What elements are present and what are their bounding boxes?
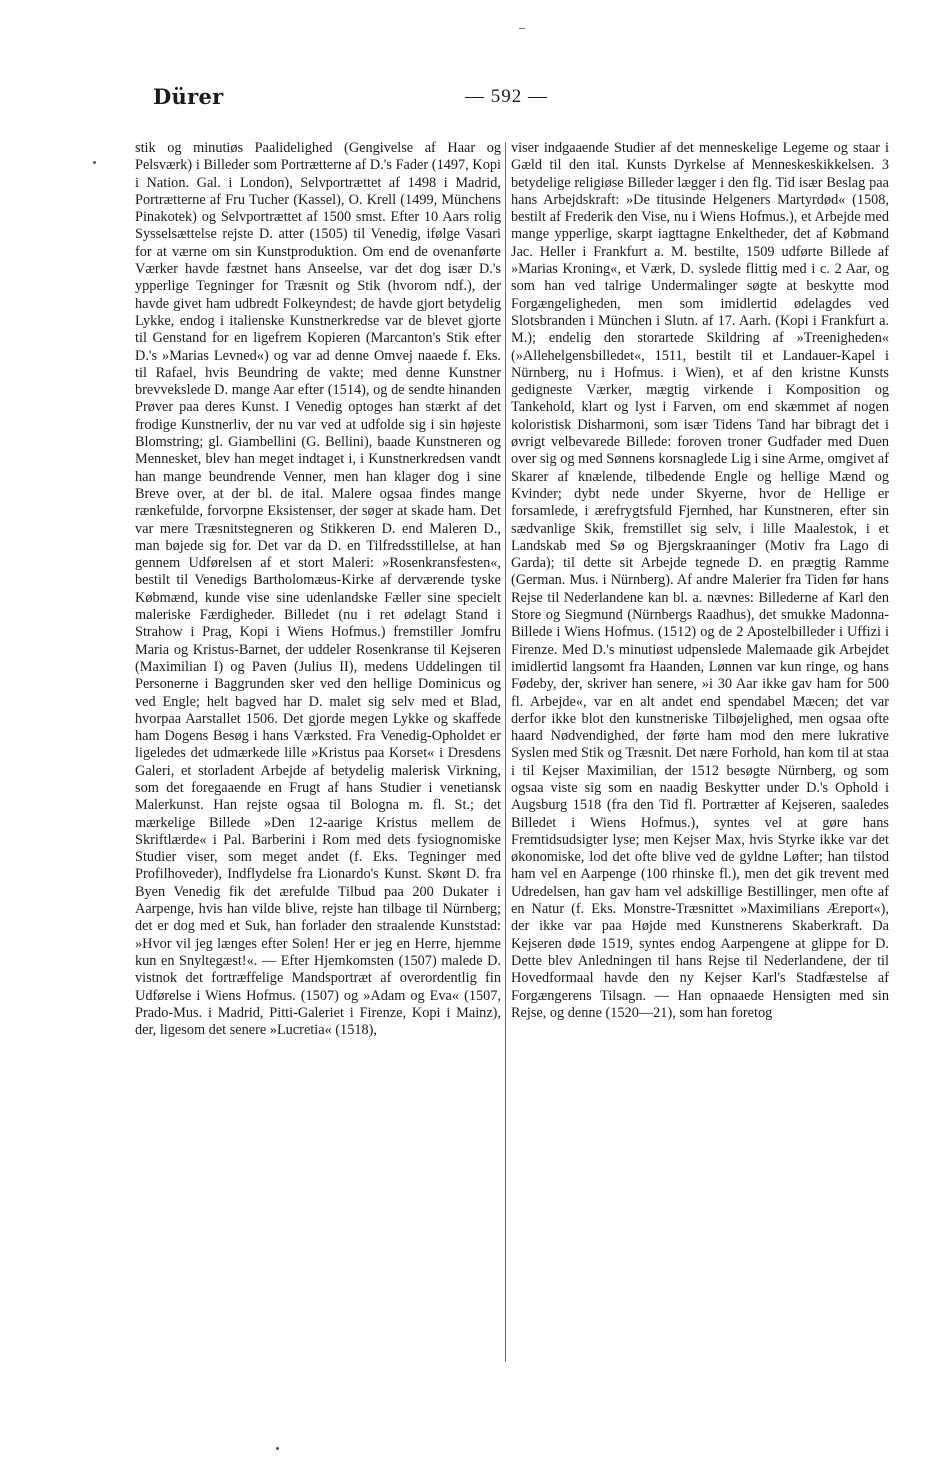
text-column-left: stik og minutiøs Paalidelighed (Gengivelse af Haar og Pelsværk) i Billeder som Portrætterne af D.'s Fader (1497, Kopi i Nation. Gal. i London), Selvportrættet af 1498 i Madrid, Portrætterne af Fru Tucher (Kassel), O. Krell (1499, Münchens Pinakotek) og Selvportrættet af 1500 smst. Efter 10 Aars rolig Sysselsættelse rejste D. atter (1505) til Venedig, ifølge Vasari for at værne om sin Kunstproduktion. Om end de ovenanførte Værker havde fæstnet hans Anseelse, var det dog især D.'s ypperlige Tegninger for Træsnit og Stik (hvorom ndf.), der havde givet ham udbredt Folkeyndest; de havde gjort betydelig Lykke, endog i italienske Kunstnerkredse var de blevet gjorte til Genstand for en ligefrem Kopieren (Marcanton's Stik efter D.'s »Marias Levned«) og var ad denne Omvej naaede f. Eks. til Rafael, hvis Beundring de vakte; med denne Kunstner brevvekslede D. mange Aar efter (1514), og de sendte hinanden Prøver paa deres Kunst. I Venedig optoges han stærkt af det frodige Kunstnerliv, der nu var ved at udfolde sig i sin højeste Blomstring; gl. Giambellini (G. Bellini), baade Kunstneren og Mennesket, blev han meget indtaget i, i Kunstnerkredsen vandt han mange beundrende Venner, men han klager dog i sine Breve over, at der bl. de ital. Malere ogsaa findes mange rænkefulde, forvorpne Eksistenser, der søger at skade ham. Det var mere Træsnitstegneren og Stikkeren D. end Maleren D., man bøjede sig for. Det var da D. en Tilfredsstillelse, at han gennem Udførelsen af et stort Maleri: »Rosenkransfesten«, bestilt til Venedigs Bartholomæus-Kirke af derværende tyske Købmænd, kunde vise sine udenlandske Fæller sine specielt maleriske Færdigheder. Billedet (nu i ret ødelagt Stand i Strahow i Prag, Kopi i Wiens Hofmus.) fremstiller Jomfru Maria og Kristus-Barnet, der uddeler Rosenkranse til Kejseren (Maximilian I) og Paven (Julius II), medens Uddelingen til Personerne i Baggrunden sker ved den hellige Dominicus og ved Engle; helt bagved har D. malet sig selv med et Blad, hvorpaa Aarstallet 1506. Det gjorde megen Lykke og skaffede ham Dogens Besøg i hans Værksted. Fra Venedig-Opholdet er ligeledes det udmærkede lille »Kristus paa Korset« i Dresdens Galeri, et storladent Arbejde af betydelig malerisk Virkning, som det foregaaende en Frugt af hans Studier i venetiansk Malerkunst. Han rejste ogsaa til Bologna m. fl. St.; det mærkelige Billede »Den 12-aarige Kristus mellem de Skriftlærde« i Pal. Barberini i Rom med dets fysiognomiske Studier viser, som meget andet (f. Eks. Tegninger med Profilhoveder), Indflydelse fra Lionardo's Kunst. Skønt D. fra Byen Venedig fik det ærefulde Tilbud paa 200 Dukater i Aarpenge, hvis han vilde blive, rejste han tilbage til Nürnberg; det er dog med et Suk, han forlader den straalende Kunststad: »Hvor vil jeg længes efter Solen! Her er jeg en Herre, hjemme kun en Snyltegæst!«. — Efter Hjemkomsten (1507) malede D. vistnok det fortræffelige Mandsportræt af overordentlig fin Udførelse i Wiens Hofmus. (1507) og »Adam og Eva« (1507, Prado-Mus. i Madrid, Pitti-Galeriet i Firenze, Kopi i Mainz), der, ligesom det senere »Lucretia« (1518), (135, 140, 501, 1039)
scan-speck (93, 161, 96, 164)
column-divider (505, 142, 506, 1362)
page-number: — 592 — (465, 86, 548, 107)
text-column-right: viser indgaaende Studier af det menneskelige Legeme og staar i Gæld til den ital. Kunsts Dyrkelse af Menneskeskikkelsen. 3 betydelige religiøse Billeder lægger i den flg. Tid især Beslag paa hans Arbejdskraft: »De titusinde Helgeners Martyrdød« (1508, bestilt af Frederik den Vise, nu i Wiens Hofmus.), et Arbejde med mange ypperlige, skarpt iagttagne Enkeltheder, det af Købmand Jac. Heller i Frankfurt a. M. bestilte, 1509 udførte Billede af »Marias Kroning«, et Værk, D. syslede flittig med i c. 2 Aar, og som han ved talrige Undermalinger søgte at beskytte mod Forgængeligheden, men som imidlertid ødelagdes ved Slotsbranden i München i Slutn. af 17. Aarh. (Kopi i Frankfurt a. M.); endelig den storartede Skildring af »Treenigheden« (»Allehelgensbilledet«, 1511, bestilt til et Landauer-Kapel i Nürnberg, nu i Hofmus. i Wien), et af den kristne Kunsts gedigneste Værker, mægtig virkende i Komposition og Tankehold, klart og lyst i Farven, om end skæmmet af nogen koloristisk Disharmoni, som især Tidens Tand har bibragt det i øvrigt velbevarede Billede: foroven troner Gudfader med Duen over sig og med Sønnens korsnaglede Lig i sine Arme, omgivet af Skarer af knælende, tilbedende Engle og hellige Mænd og Kvinder; dybt nede under Skyerne, hvor de Hellige er forsamlede, i ærefrygtsfuld Fjernhed, har Kunstneren, efter sin sædvanlige Skik, fremstillet sig selv, i lille Maalestok, i et Landskab med Sø og Bjergskraaninger (Motiv fra Lago di Garda); til dette sit Arbejde tegnede D. en prægtig Ramme (German. Mus. i Nürnberg). Af andre Malerier fra Tiden før hans Rejse til Nederlandene kan bl. a. nævnes: Billederne af Karl den Store og Siegmund (Nürnbergs Raadhus), det smukke Madonna-Billede i Wiens Hofmus. (1512) og de 2 Apostelbilleder i Uffizi i Firenze. Med D.'s minutiøst udpenslede Malemaade gik Arbejdet imidlertid langsomt fra Haanden, Lønnen var kun ringe, og hans Fødeby, der, skriver han senere, »i 30 Aar ikke gav ham for 500 fl. Arbejde«, var en alt andet end spendabel Mæcen; det var derfor ikke blot den kunstneriske Tilbøjelighed, men ogsaa ofte haard Nødvendighed, der førte ham mod den mere lukrative Syslen med Stik og Træsnit. Det nære Forhold, han kom til at staa i til Kejser Maximilian, der 1512 besøgte Nürnberg, og som ogsaa viste sig som en naadig Beskytter under D.'s Ophold i Augsburg 1518 (fra den Tid fl. Portrætter af Kejseren, saaledes Billedet i Wiens Hofmus.), syntes vel at gøre hans Fremtidsudsigter lyse; men Kejser Max, hvis Styrke ikke var det økonomiske, lod det ofte blive ved de gyldne Løfter; han tilstod ham vel en Aarpenge (100 rhinske fl.), men det gik trevent med Udredelsen, han gav ham vel adskillige Bestillinger, men ofte af en Natur (f. Eks. Monstre-Træsnittet »Maximilians Æreport«), der ikke var paa Højde med Kunstnerens Skaberkraft. Da Kejseren døde 1519, syntes endog Aarpengene at glippe for D. Dette blev Anledningen til hans Rejse til Nederlandene, der til Hovedformaal havde den ny Kejser Karl's Stadfæstelse af Forgængerens Tilsagn. — Han opnaaede Hensigten med sin Rejse, og denne (1520—21), som han foretog (511, 140, 889, 1021)
scan-speck (276, 1447, 279, 1450)
scan-mark (519, 28, 525, 29)
running-head (0, 84, 928, 114)
page-keyword: Dürer (153, 84, 224, 109)
